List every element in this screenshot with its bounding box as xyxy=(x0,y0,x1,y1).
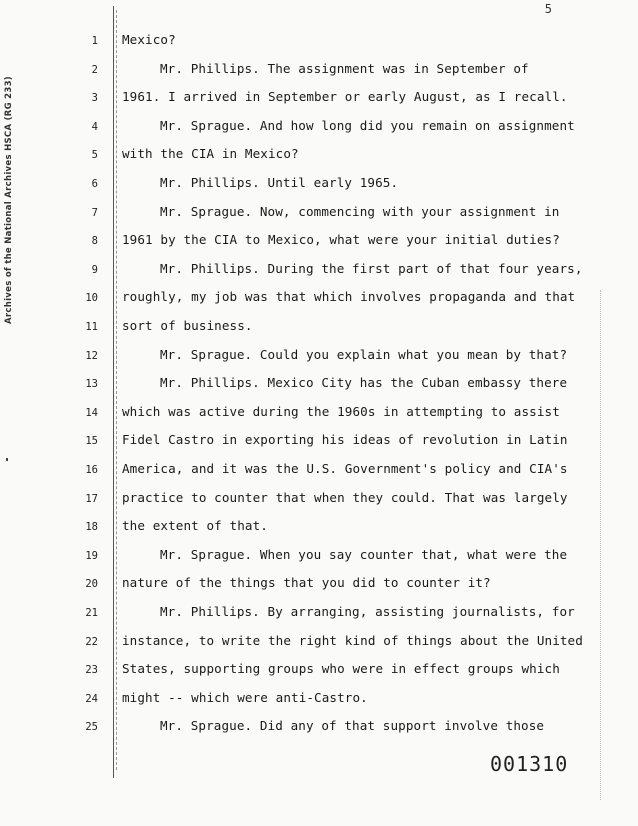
document-id: 001310 xyxy=(490,752,569,776)
line-number: 20 xyxy=(85,578,98,591)
line-text: 1961 by the CIA to Mexico, what were your initial duties? xyxy=(122,232,560,248)
line-text: which was active during the 1960s in attempting to assist xyxy=(122,403,560,419)
transcript-line xyxy=(0,718,638,738)
line-number: 11 xyxy=(85,321,98,333)
line-text: roughly, my job was that which involves propaganda and that xyxy=(122,289,576,305)
transcript-line xyxy=(0,661,638,681)
line-number: 23 xyxy=(85,664,98,677)
line-number: 24 xyxy=(85,692,98,705)
transcript-line xyxy=(0,575,638,595)
line-text: Mr. Phillips. Until early 1965. xyxy=(160,175,399,190)
transcript-line xyxy=(0,146,638,166)
line-number: 5 xyxy=(91,149,98,162)
line-text: the extent of that. xyxy=(122,518,268,534)
line-text: Mr. Phillips. During the first part of that four years, xyxy=(160,260,583,276)
line-number: 21 xyxy=(85,607,98,619)
transcript-line xyxy=(0,32,638,52)
line-text: sort of business. xyxy=(122,318,253,333)
line-text: States, supporting groups who were in effect groups which xyxy=(122,661,560,677)
line-number: 13 xyxy=(85,378,98,391)
transcript-line xyxy=(0,61,638,81)
line-text: America, and it was the U.S. Government's policy and CIA's xyxy=(122,461,568,476)
line-text: Mexico? xyxy=(122,32,176,47)
transcript-line xyxy=(0,261,638,281)
line-number: 8 xyxy=(91,235,98,248)
transcript-line xyxy=(0,461,638,481)
line-text: with the CIA in Mexico? xyxy=(122,146,299,162)
transcript-line xyxy=(0,633,638,653)
line-text: nature of the things that you did to counter it? xyxy=(122,575,491,591)
line-number: 4 xyxy=(91,120,98,133)
line-text: might -- which were anti-Castro. xyxy=(122,689,368,705)
line-number: 7 xyxy=(91,206,98,219)
transcript-line xyxy=(0,404,638,424)
line-number: 2 xyxy=(91,63,98,76)
line-number: 12 xyxy=(85,349,98,362)
line-number: 10 xyxy=(85,292,98,305)
transcript-line xyxy=(0,604,638,624)
line-text: Mr. Phillips. The assignment was in September of xyxy=(160,60,529,76)
line-number: 17 xyxy=(85,492,98,505)
line-text: Fidel Castro in exporting his ideas of revolution in Latin xyxy=(122,432,568,448)
line-text: Mr. Phillips. Mexico City has the Cuban embassy there xyxy=(160,375,568,391)
line-text: Mr. Sprague. And how long did you remain on assignment xyxy=(160,117,575,133)
transcript-line xyxy=(0,518,638,538)
line-text: practice to counter that when they could. That was largely xyxy=(122,489,568,505)
line-number: 14 xyxy=(85,406,98,419)
transcript-line xyxy=(0,175,638,195)
transcript-line xyxy=(0,375,638,395)
line-text: Mr. Phillips. By arranging, assisting journalists, for xyxy=(160,604,575,619)
transcript-line xyxy=(0,89,638,109)
line-number: 19 xyxy=(85,549,98,562)
line-number: 25 xyxy=(85,721,98,734)
line-number: 1 xyxy=(91,35,98,47)
line-text: Mr. Sprague. Could you explain what you mean by that? xyxy=(160,346,568,362)
transcript-line xyxy=(0,318,638,338)
line-number: 15 xyxy=(85,435,98,448)
transcript-line xyxy=(0,690,638,710)
transcript-line xyxy=(0,204,638,224)
line-number: 3 xyxy=(91,92,98,105)
line-number: 16 xyxy=(85,464,98,476)
transcript-line xyxy=(0,232,638,252)
archive-stamp-text: Archives of the National Archives HSCA (RG 233) xyxy=(4,76,14,324)
transcript-line xyxy=(0,432,638,452)
line-number: 6 xyxy=(91,178,98,190)
page-number: 5 xyxy=(544,2,552,16)
line-text: Mr. Sprague. Now, commencing with your assignment in xyxy=(160,203,560,219)
line-number: 9 xyxy=(91,263,98,276)
line-number: 22 xyxy=(85,635,98,648)
line-number: 18 xyxy=(85,521,98,534)
line-text: Mr. Sprague. Did any of that support involve those xyxy=(160,718,545,734)
line-text: 1961. I arrived in September or early August, as I recall. xyxy=(122,89,568,105)
line-text: instance, to write the right kind of things about the United xyxy=(122,632,583,648)
transcript-line xyxy=(0,347,638,367)
transcript-line xyxy=(0,289,638,309)
transcript-line xyxy=(0,547,638,567)
transcript-line xyxy=(0,490,638,510)
line-text: Mr. Sprague. When you say counter that, what were the xyxy=(160,546,568,562)
transcript-line xyxy=(0,118,638,138)
